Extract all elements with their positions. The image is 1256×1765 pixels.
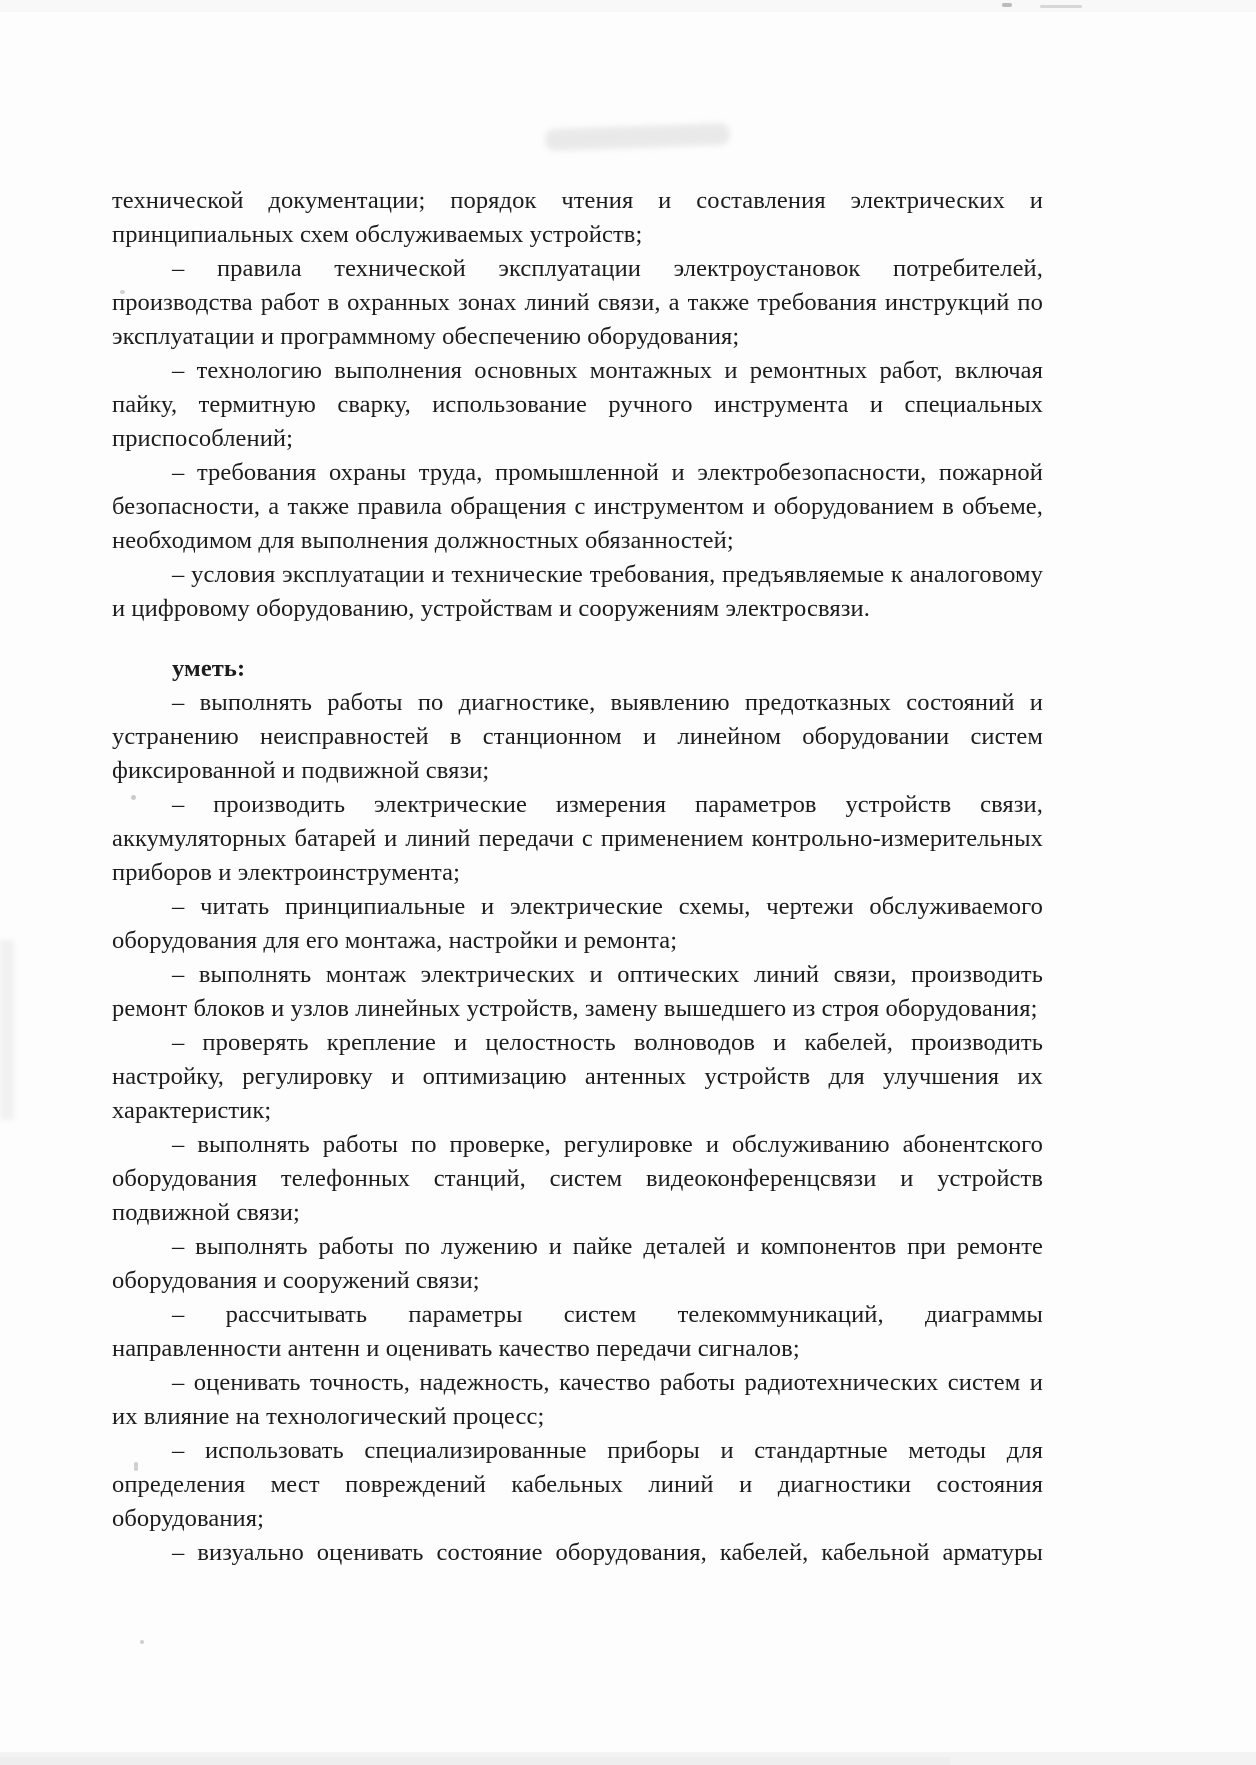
- know-item: – условия эксплуатации и технические требования, предъявляемые к аналоговому и цифровому оборудованию, устройствам и сооружениям электросвязи.: [112, 561, 1043, 622]
- able-item: – выполнять работы по проверке, регулировке и обслуживанию абонентского оборудования телефонных станций, систем видеоконференцсвязи и устройств подвижной связи;: [112, 1131, 1043, 1226]
- scan-speck: [1040, 5, 1082, 8]
- know-item: – технологию выполнения основных монтажных и ремонтных работ, включая пайку, термитную сварку, использование ручного инструмента и специальных приспособлений;: [112, 357, 1043, 452]
- able-item: – рассчитывать параметры систем телекоммуникаций, диаграммы направленности антенн и оценивать качество передачи сигналов;: [112, 1301, 1043, 1362]
- section-heading-umet: уметь:: [172, 655, 246, 682]
- paragraph-continuation: технической документации; порядок чтения и составления электрических и принципиальных схем обслуживаемых устройств;: [112, 187, 1043, 248]
- able-item: – оценивать точность, надежность, качество работы радиотехнических систем и их влияние на технологический процесс;: [112, 1369, 1043, 1430]
- able-item: – проверять крепление и целостность волноводов и кабелей, производить настройку, регулировку и оптимизацию антенных устройств для улучшения их характеристик;: [112, 1029, 1043, 1124]
- able-item: – производить электрические измерения параметров устройств связи, аккумуляторных батарей и линий передачи с применением контрольно-измерительных приборов и электроинструмента;: [112, 791, 1043, 886]
- able-item: – выполнять работы по диагностике, выявлению предотказных состояний и устранению неисправностей в станционном и линейном оборудовании систем фиксированной и подвижной связи;: [112, 689, 1043, 784]
- page-text: [112, 184, 1043, 1570]
- able-item: – читать принципиальные и электрические схемы, чертежи обслуживаемого оборудования для его монтажа, настройки и ремонта;: [112, 893, 1043, 954]
- able-item: – использовать специализированные приборы и стандартные методы для определения мест повреждений кабельных линий и диагностики состояния оборудования;: [112, 1437, 1043, 1532]
- scan-edge-streak: [0, 940, 14, 1120]
- able-item: – визуально оценивать состояние оборудования, кабелей, кабельной арматуры: [172, 1539, 1043, 1566]
- scan-smudge: [545, 123, 731, 151]
- scan-edge-band-bottom-dark: [0, 1757, 950, 1765]
- scan-dot: [140, 1640, 144, 1644]
- know-item: – требования охраны труда, промышленной и электробезопасности, пожарной безопасности, а также правила обращения с инструментом и оборудованием в объеме, необходимом для выполнения должностных обязанностей;: [112, 459, 1043, 554]
- able-item: – выполнять монтаж электрических и оптических линий связи, производить ремонт блоков и узлов линейных устройств, замену вышедшего из строя оборудования;: [112, 961, 1043, 1022]
- know-item: – правила технической эксплуатации электроустановок потребителей, производства работ в охранных зонах линий связи, а также требования инструкций по эксплуатации и программному обеспечению оборудования;: [112, 255, 1043, 350]
- scan-speck: [1002, 3, 1012, 7]
- able-item: – выполнять работы по лужению и пайке деталей и компонентов при ремонте оборудования и сооружений связи;: [112, 1233, 1043, 1294]
